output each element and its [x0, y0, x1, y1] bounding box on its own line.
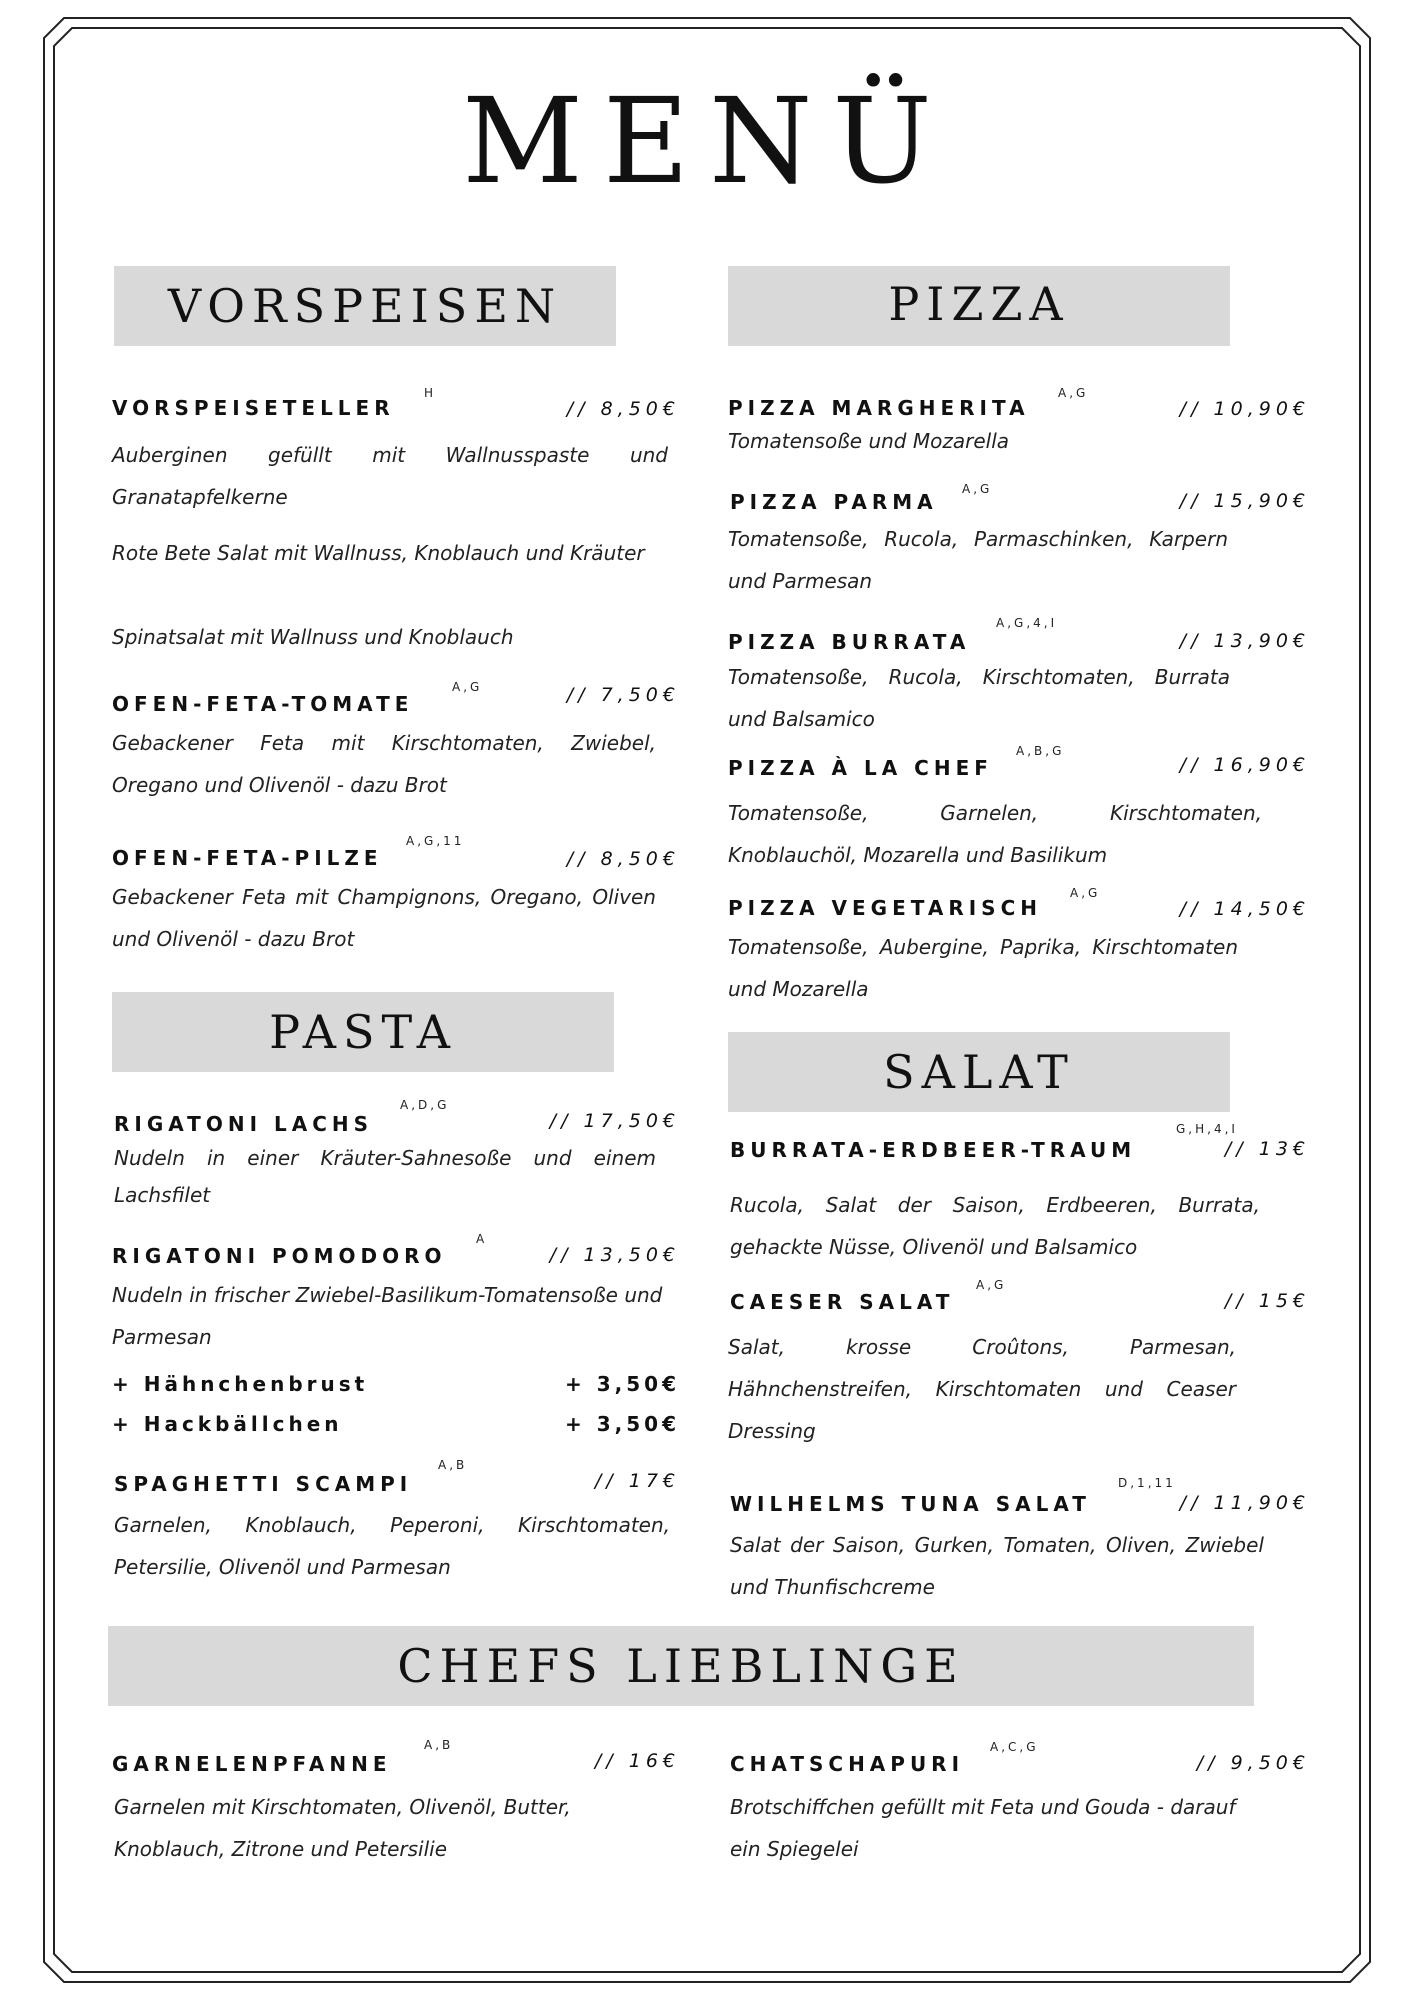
item-description: Tomatensoße, Aubergine, Paprika, Kirschtomaten und Mozarella — [728, 935, 1238, 1001]
item-allergens: A,C,G — [990, 1740, 1039, 1754]
item-price: // 8,50€ — [566, 848, 680, 870]
item-name: CHATSCHAPURI — [730, 1752, 965, 1776]
item-name: CAESER SALAT — [730, 1290, 955, 1314]
item-price: // 11,90€ — [1179, 1492, 1310, 1514]
item-name: PIZZA À LA CHEF — [728, 756, 993, 780]
item-name: VORSPEISETELLER — [112, 396, 395, 420]
item-name: GARNELENPFANNE — [112, 1752, 392, 1776]
item-allergens: A,G,4,I — [996, 616, 1058, 630]
item-description: Nudeln in einer Kräuter-Sahnesoße und einem Lachsfilet — [114, 1146, 656, 1207]
item-name: PIZZA PARMA — [730, 490, 938, 514]
item-description: Tomatensoße, Garnelen, Kirschtomaten, Knoblauchöl, Mozarella und Basilikum — [728, 801, 1262, 867]
item-allergens: A,B,G — [1016, 744, 1065, 758]
item-description: Tomatensoße und Mozarella — [728, 429, 1010, 453]
item-price: // 16,90€ — [1179, 754, 1310, 776]
item-name: RIGATONI LACHS — [114, 1112, 374, 1136]
item-description: Rote Bete Salat mit Wallnuss, Knoblauch und Kräuter — [112, 541, 645, 565]
item-price: // 14,50€ — [1179, 898, 1310, 920]
item-name: SPAGHETTI SCAMPI — [114, 1472, 413, 1496]
item-price: // 10,90€ — [1179, 398, 1310, 420]
item-description: Salat, krosse Croûtons, Parmesan, Hähnchenstreifen, Kirschtomaten und Ceaser Dressing — [728, 1335, 1236, 1443]
item-allergens: A,G — [976, 1278, 1007, 1292]
section-heading-vorspeisen: VORSPEISEN — [114, 266, 616, 346]
item-price: // 15,90€ — [1179, 490, 1310, 512]
item-name: RIGATONI POMODORO — [112, 1244, 447, 1268]
item-price: // 13€ — [1224, 1138, 1310, 1160]
item-price: // 17€ — [594, 1470, 680, 1492]
item-price: // 15€ — [1224, 1290, 1310, 1312]
item-description: Auberginen gefüllt mit Wallnusspaste und — [112, 443, 668, 467]
item-price: // 16€ — [594, 1750, 680, 1772]
item-name: BURRATA-ERDBEER-TRAUM — [730, 1138, 1137, 1162]
item-description: Nudeln in frischer Zwiebel-Basilikum-Tomatensoße und Parmesan — [112, 1283, 663, 1349]
item-allergens: A,G,11 — [406, 834, 465, 848]
item-description: Brotschiffchen gefüllt mit Feta und Gouda - darauf ein Spiegelei — [730, 1795, 1236, 1861]
item-allergens: A,G — [962, 482, 993, 496]
item-allergens: A,B — [424, 1738, 454, 1752]
item-description: Spinatsalat mit Wallnuss und Knoblauch — [112, 625, 514, 649]
item-allergens: H — [424, 386, 437, 400]
extra-label: + Hähnchenbrust — [112, 1372, 369, 1396]
item-name: WILHELMS TUNA SALAT — [730, 1492, 1091, 1516]
item-allergens: A,G — [1070, 886, 1101, 900]
item-description: Gebackener Feta mit Kirschtomaten, Zwiebel, Oregano und Olivenöl - dazu Brot — [112, 731, 656, 797]
item-description: Gebackener Feta mit Champignons, Oregano, Oliven und Olivenöl - dazu Brot — [112, 885, 656, 951]
item-allergens: A,G — [452, 680, 483, 694]
item-description: Salat der Saison, Gurken, Tomaten, Oliven, Zwiebel und Thunfischcreme — [730, 1533, 1264, 1599]
item-description-cont: Granatapfelkerne — [112, 485, 288, 509]
item-price: // 17,50€ — [549, 1110, 680, 1132]
item-name: PIZZA MARGHERITA — [728, 396, 1030, 420]
item-price: // 7,50€ — [566, 684, 680, 706]
item-price: // 13,50€ — [549, 1244, 680, 1266]
item-description: Tomatensoße, Rucola, Parmaschinken, Karpern und Parmesan — [728, 527, 1228, 593]
page-title: MENÜ — [462, 72, 952, 210]
item-allergens: D,1,11 — [1118, 1476, 1176, 1490]
item-allergens: A — [476, 1232, 488, 1246]
item-name: OFEN-FETA-PILZE — [112, 846, 383, 870]
item-price: // 9,50€ — [1196, 1752, 1310, 1774]
item-allergens: A,D,G — [400, 1098, 450, 1112]
item-allergens: G,H,4,I — [1176, 1122, 1238, 1136]
item-name: PIZZA BURRATA — [728, 630, 971, 654]
item-description: Tomatensoße, Rucola, Kirschtomaten, Burrata und Balsamico — [728, 665, 1230, 731]
item-price: // 13,90€ — [1179, 630, 1310, 652]
section-heading-pizza: PIZZA — [728, 266, 1230, 346]
item-price: // 8,50€ — [566, 398, 680, 420]
item-name: PIZZA VEGETARISCH — [728, 896, 1042, 920]
item-allergens: A,B — [438, 1458, 468, 1472]
item-description: Garnelen mit Kirschtomaten, Olivenöl, Butter, Knoblauch, Zitrone und Petersilie — [114, 1795, 571, 1861]
extra-label: + Hackbällchen — [112, 1412, 343, 1436]
item-description: Rucola, Salat der Saison, Erdbeeren, Burrata, gehackte Nüsse, Olivenöl und Balsamico — [730, 1193, 1260, 1259]
section-heading-pasta: PASTA — [112, 992, 614, 1072]
extra-price: + 3,50€ — [565, 1412, 680, 1436]
item-description: Garnelen, Knoblauch, Peperoni, Kirschtomaten, Petersilie, Olivenöl und Parmesan — [114, 1513, 670, 1579]
section-heading-salat: SALAT — [728, 1032, 1230, 1112]
item-allergens: A,G — [1058, 386, 1089, 400]
extra-price: + 3,50€ — [565, 1372, 680, 1396]
item-name: OFEN-FETA-TOMATE — [112, 692, 414, 716]
section-heading-chefs-lieblinge: CHEFS LIEBLINGE — [108, 1626, 1254, 1706]
